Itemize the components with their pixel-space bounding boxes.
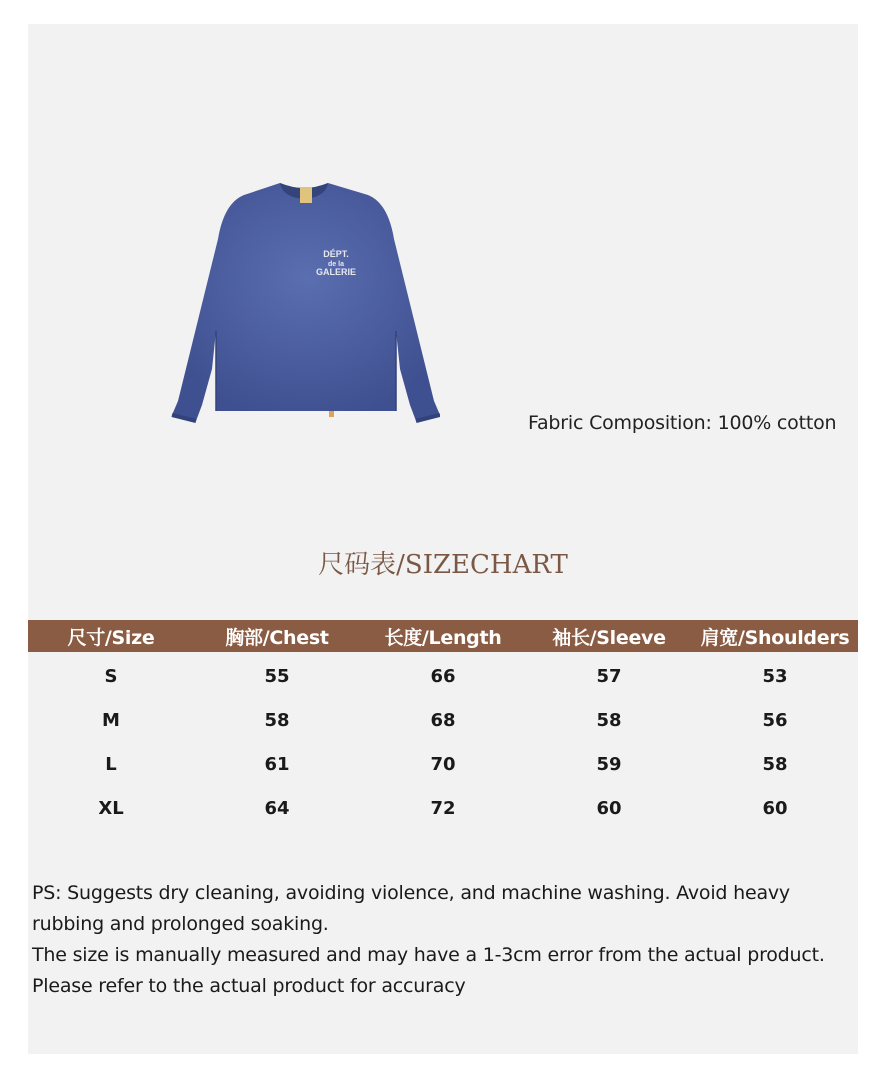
table-cell: 70	[430, 753, 456, 775]
header-size: 尺寸/Size	[28, 620, 194, 652]
size-note-line: The size is manually measured and may have a 1-3cm error from the actual product.	[32, 944, 825, 966]
header-shoulders: 肩宽/Shoulders	[692, 620, 858, 652]
svg-text:GALERIE: GALERIE	[315, 267, 357, 277]
table-cell: 55	[264, 665, 290, 687]
table-row	[28, 742, 858, 786]
header-length: 长度/Length	[360, 620, 526, 652]
table-cell: 68	[430, 709, 456, 731]
table-cell: 58	[264, 709, 290, 731]
brand-label	[300, 187, 312, 203]
table-cell: 72	[430, 797, 456, 819]
table-cell: 66	[430, 665, 456, 687]
table-row	[28, 698, 858, 742]
table-cell: XL	[98, 797, 124, 819]
table-cell: 61	[264, 753, 290, 775]
table-cell: L	[105, 753, 117, 775]
header-chest: 胸部/Chest	[194, 620, 360, 652]
table-header-row	[28, 620, 858, 652]
header-sleeve: 袖长/Sleeve	[526, 620, 692, 652]
table-cell: 60	[762, 797, 788, 819]
svg-text:DÉPT.: DÉPT.	[323, 249, 349, 259]
table-cell: M	[102, 709, 120, 731]
table-cell: 58	[762, 753, 788, 775]
shirt-body	[172, 183, 440, 421]
table-row	[28, 652, 858, 698]
svg-text:de la: de la	[328, 261, 344, 268]
table-cell: 53	[762, 665, 788, 687]
table-row	[28, 786, 858, 830]
accuracy-note-line: Please refer to the actual product for accuracy	[32, 975, 466, 997]
care-note-line: PS: Suggests dry cleaning, avoiding violence, and machine washing. Avoid heavy rubbing and prolonged soaking.	[32, 882, 790, 935]
size-table	[28, 620, 858, 830]
care-notes	[32, 878, 852, 1002]
table-cell: 64	[264, 797, 290, 819]
fabric-composition: Fabric Composition: 100% cotton	[528, 412, 837, 434]
table-cell: 59	[596, 753, 622, 775]
size-chart-title: 尺码表/SIZECHART	[318, 550, 568, 580]
table-cell: 58	[596, 709, 622, 731]
product-image	[168, 179, 440, 424]
table-cell: 57	[596, 665, 622, 687]
table-cell: S	[104, 665, 118, 687]
product-info-panel	[28, 24, 858, 1054]
table-cell: 60	[596, 797, 622, 819]
table-cell: 56	[762, 709, 788, 731]
